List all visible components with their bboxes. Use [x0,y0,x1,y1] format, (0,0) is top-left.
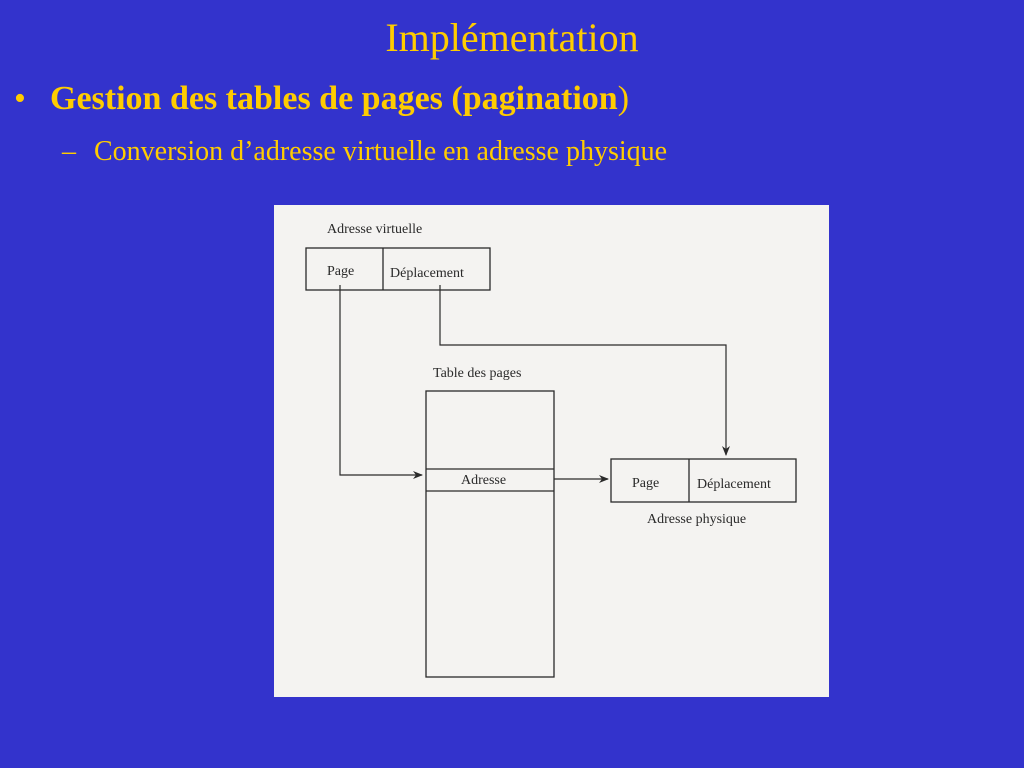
page-table-label: Table des pages [433,366,522,381]
page-to-table-arrow [340,285,422,475]
page-table-entry-label: Adresse [461,473,507,488]
page-table-box [426,391,554,677]
virtual-offset-label: Déplacement [390,266,464,281]
virtual-address-label: Adresse virtuelle [327,222,423,237]
paging-diagram [274,205,829,697]
bullet-tail-text: ) [617,80,630,117]
virtual-page-label: Page [327,264,355,279]
sub-bullet-item [62,136,667,168]
physical-offset-label: Déplacement [697,477,771,492]
physical-address-label: Adresse physique [647,512,747,527]
physical-page-label: Page [632,476,660,491]
bullet-marker: • [14,80,26,117]
bullet-item [14,80,629,118]
sub-bullet-marker: – [62,136,76,167]
bullet-strong-text: Gestion des tables de pages (pagination [50,80,618,117]
sub-bullet-text: Conversion d’adresse virtuelle en adresse physique [94,136,668,167]
paging-diagram-svg [274,205,829,697]
slide-title: Implémentation [385,15,639,60]
